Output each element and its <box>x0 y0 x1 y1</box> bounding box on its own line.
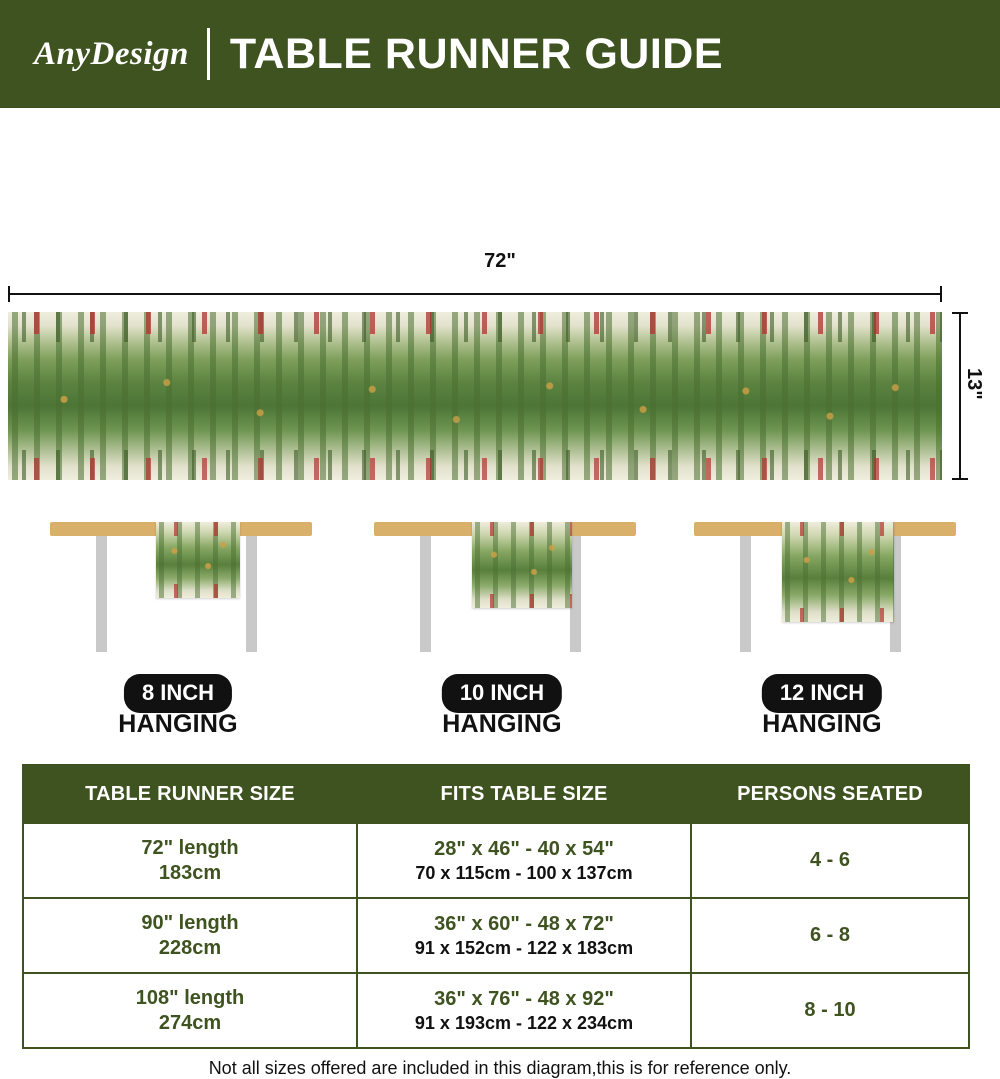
cell-fits-table-size <box>357 898 691 973</box>
table-row <box>23 898 969 973</box>
persons-seated-value: 4 - 6 <box>809 849 851 871</box>
persons-seated-value: 8 - 10 <box>804 999 856 1021</box>
hanging-caption: HANGING <box>118 710 238 738</box>
table-header-row <box>23 765 969 823</box>
table-leg-left-icon <box>96 536 107 652</box>
hanging-example-10-inch <box>352 506 652 746</box>
fits-size-inches: 36" x 60" - 48 x 72" <box>434 912 614 935</box>
runner-drape-pattern <box>472 522 572 608</box>
fits-size-cm: 91 x 152cm - 122 x 183cm <box>414 937 634 958</box>
table-runner-image <box>8 312 942 480</box>
cell-fits-table-size <box>357 973 691 1048</box>
cell-persons-seated <box>691 898 969 973</box>
footnote-text: Not all sizes offered are included in this diagram,this is for reference only. <box>208 1058 792 1078</box>
fits-size-cm: 70 x 115cm - 100 x 137cm <box>415 862 633 883</box>
runner-width-label: 72" <box>484 250 516 272</box>
brand-design-text: Design <box>90 35 189 72</box>
brand-any-text: Any <box>34 35 91 72</box>
brand-logo <box>34 36 207 73</box>
table-row <box>23 973 969 1048</box>
runner-height-dimension-line <box>959 312 961 480</box>
runner-width-dimension-line <box>8 293 942 295</box>
column-header-fits-table-size: FITS TABLE SIZE <box>357 765 691 823</box>
hanging-caption: HANGING <box>762 710 882 738</box>
cell-runner-size <box>23 823 357 898</box>
cell-runner-size <box>23 898 357 973</box>
hanging-example-12-inch <box>672 506 972 746</box>
header-divider <box>207 28 210 80</box>
hanging-badge: 8 INCH <box>124 674 232 713</box>
cell-persons-seated <box>691 823 969 898</box>
runner-size-inches: 90" length <box>141 911 239 934</box>
runner-drape-8 <box>156 522 240 598</box>
cell-fits-table-size <box>357 823 691 898</box>
hanging-example-8-inch <box>28 506 328 746</box>
runner-size-inches: 72" length <box>141 836 239 859</box>
column-header-runner-size: TABLE RUNNER SIZE <box>23 765 357 823</box>
runner-drape-pattern <box>782 522 894 622</box>
table-leg-left-icon <box>420 536 431 652</box>
page-title: TABLE RUNNER GUIDE <box>229 29 724 78</box>
table-row <box>23 823 969 898</box>
runner-drape-pattern <box>156 522 240 598</box>
table-leg-left-icon <box>740 536 751 652</box>
persons-seated-value: 6 - 8 <box>809 924 851 946</box>
hanging-badge: 10 INCH <box>442 674 562 713</box>
table-leg-right-icon <box>246 536 257 652</box>
runner-pattern <box>8 312 942 480</box>
runner-drape-12 <box>782 522 894 622</box>
column-header-persons-seated: PERSONS SEATED <box>691 765 969 823</box>
runner-size-cm: 274cm <box>158 1011 222 1034</box>
runner-size-inches: 108" length <box>135 986 245 1009</box>
cell-runner-size <box>23 973 357 1048</box>
fits-size-inches: 28" x 46" - 40 x 54" <box>434 837 614 860</box>
fits-size-inches: 36" x 76" - 48 x 92" <box>434 987 614 1010</box>
guide-content <box>0 108 1000 1078</box>
runner-height-label: 13" <box>963 368 985 400</box>
hanging-examples <box>0 506 1000 746</box>
size-chart-table <box>22 764 970 1049</box>
runner-drape-10 <box>472 522 572 608</box>
hanging-badge: 12 INCH <box>762 674 882 713</box>
cell-persons-seated <box>691 973 969 1048</box>
runner-size-cm: 183cm <box>158 861 222 884</box>
hanging-caption: HANGING <box>442 710 562 738</box>
page-header <box>0 0 1000 108</box>
runner-size-cm: 228cm <box>158 936 222 959</box>
fits-size-cm: 91 x 193cm - 122 x 234cm <box>414 1012 634 1033</box>
